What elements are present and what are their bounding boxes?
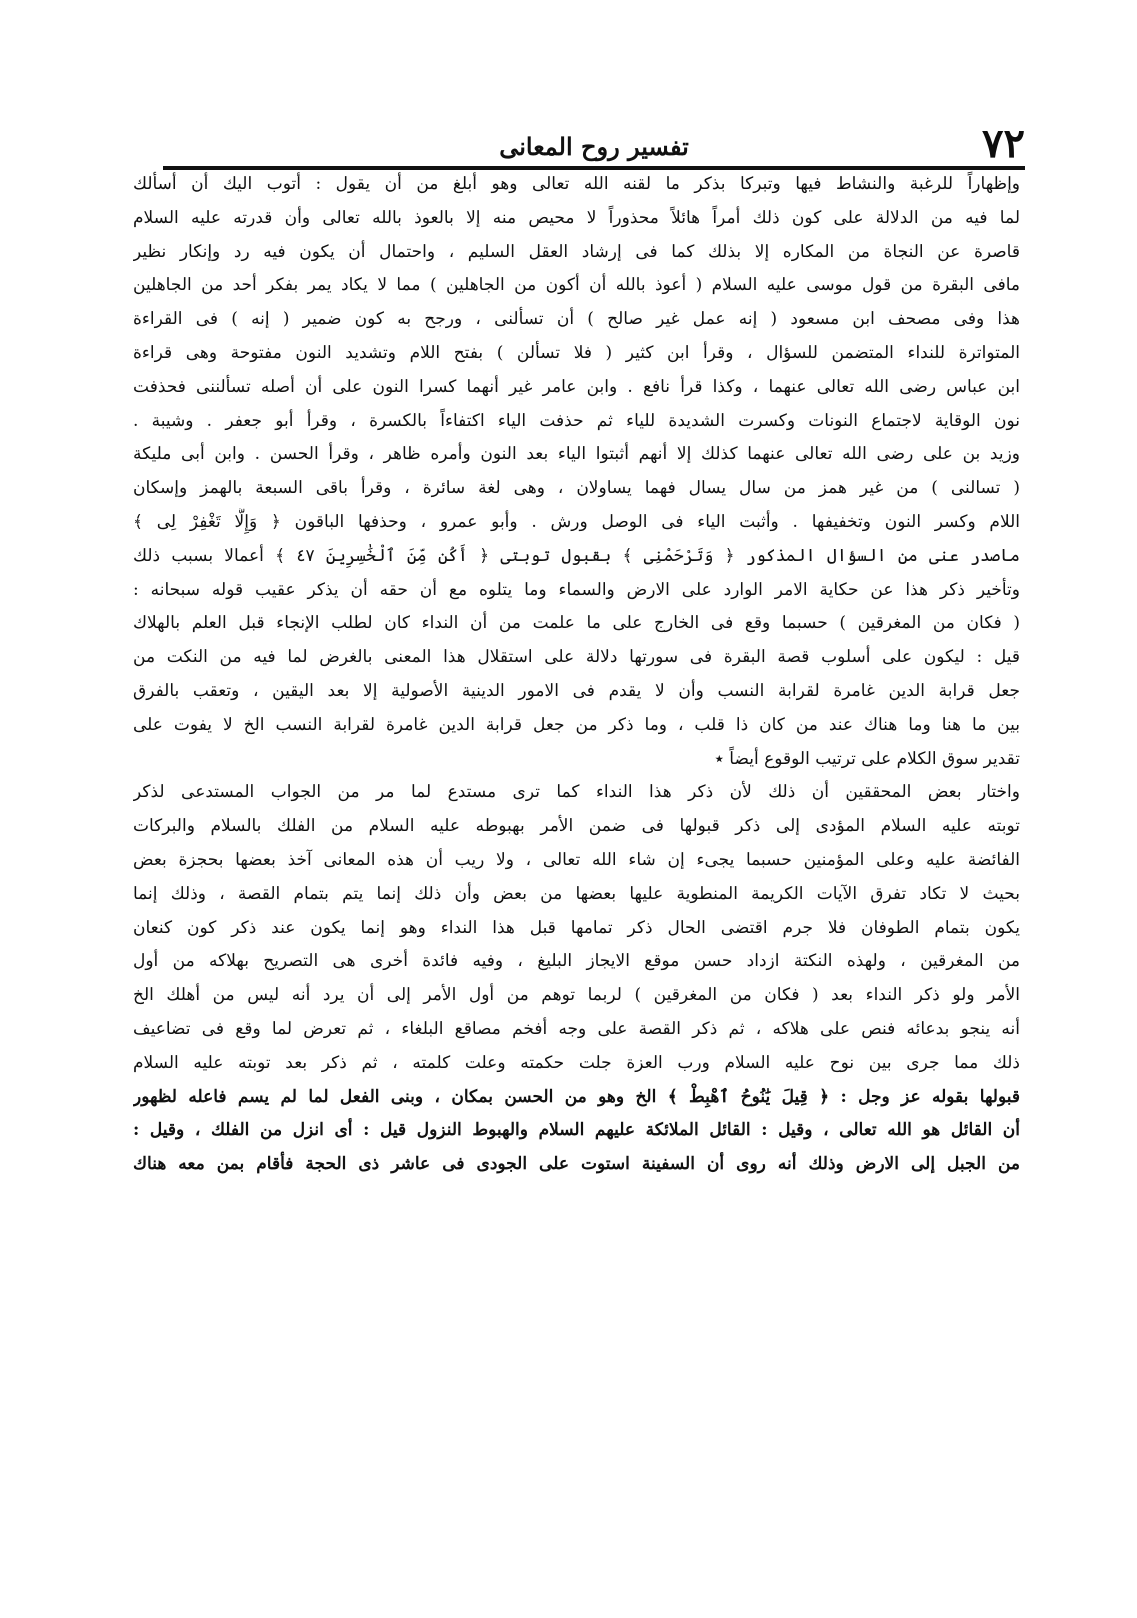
text-line: ماصدر عنى من السؤال المذكور ﴿ وَتَرْحَمْنِى ﴾ بقبول توبتى ﴿ أَكُن مِّنَ ٱلْخَٰسِرِينَ ٤٧ ﴾ أعمالا بسبب ذلك — [133, 545, 1020, 566]
text-line: توبته عليه السلام المؤدى إلى ذكر قبولها فى ضمن الأمر بهبوطه عليه السلام من الفلك بالسلام والبركات — [133, 816, 1020, 837]
text-line: المتواترة للنداء المتضمن للسؤال ، وقرأ ابن كثير ( فلا تسألن ) بفتح اللام وتشديد النون مفتوحة وهى قراءة — [133, 342, 1020, 363]
text-line: أنه ينجو بدعائه فنص على هلاكه ، ثم ذكر القصة على وجه أفخم مصاقع البلغاء ، ثم تعرض لما وقع فى تضاعيف — [133, 1018, 1020, 1039]
text-line: ذلك مما جرى بين نوح عليه السلام ورب العزة جلت حكمته وعلت كلمته ، ثم ذكر بعد توبته عليه السلام — [133, 1052, 1020, 1073]
text-line: بحيث لا تكاد تفرق الآيات الكريمة المنطوية عليها بعضها من بعض وأن ذلك إنما يتم بتمام القصة ، وذلك إنما — [133, 883, 1020, 904]
text-line: مافى البقرة من قول موسى عليه السلام ( أعوذ بالله أن أكون من الجاهلين ) مما لا يكاد يمر بفكر أحد من الجاهلين — [133, 275, 1020, 296]
running-title: تفسير روح المعانى — [499, 132, 689, 161]
page-number: ٧٢ — [982, 120, 1025, 167]
text-line: نون الوقاية لاجتماع النونات وكسرت الشديدة للياء ثم حذفت الياء اكتفاءاً بالكسرة ، وقرأ أبو جعفر . وشيبة . — [133, 410, 1020, 431]
text-line: يكون بتمام الطوفان فلا جرم اقتضى الحال ذكر تمامها قبل هذا النداء وهو إنما يكون عند ذكر كون كنعان — [133, 917, 1020, 938]
text-line: بين ما هنا وما هناك عند من كان ذا قلب ، وما ذكر من جعل قرابة الدين غامرة لقرابة النسب الخ لا يفوت على — [133, 714, 1020, 735]
text-line: الأمر ولو ذكر النداء بعد ( فكان من المغرقين ) لربما توهم من أول الأمر إلى أن يرد أنه ليس من أهلك الخ — [133, 985, 1020, 1006]
text-line: قبولها بقوله عز وجل : ﴿ قِيلَ يَٰنُوحُ ٱهْبِطْ ﴾ الخ وهو من الحسن بمكان ، وبنى الفعل لما لم يسم فاعله لظهور — [133, 1086, 1020, 1107]
page-header — [163, 120, 1025, 172]
body-text — [133, 170, 1020, 1610]
text-line: اللام وكسر النون وتخفيفها . وأثبت الياء فى الوصل ورش . وأبو عمرو ، وحذفها الباقون ﴿ وَإِلَّا تَغْفِرْ لِى ﴾ — [133, 511, 1020, 532]
text-line: قيل : ليكون على أسلوب قصة البقرة فى سورتها دلالة على استقلال هذا المعنى بالغرض لما فيه من النكت من — [133, 647, 1020, 668]
text-line: جعل قرابة الدين غامرة لقرابة النسب وأن لا يقدم فى الامور الدينية الأصولية إلا بعد اليقين ، وتعقب بالفرق — [133, 680, 1020, 701]
text-line: من المغرقين ، ولهذه النكتة ازداد حسن موقع الايجاز البليغ ، وفيه فائدة أخرى هى التصريح بهلاكه من أول — [133, 951, 1020, 972]
text-line: وإظهاراً للرغبة والنشاط فيها وتبركا بذكر ما لقنه الله تعالى وهو أبلغ من أن يقول : أتوب اليك أن أسألك — [133, 174, 1020, 194]
text-line: لما فيه من الدلالة على كون ذلك أمراً هائلاً محذوراً لا محيص منه إلا بالعوذ بالله تعالى وأن قدرته عليه السلام — [133, 207, 1020, 228]
text-line: وتأخير ذكر هذا عن حكاية الامر الوارد على الارض والسماء وما يتلوه مع أن حقه أن يذكر عقيب قوله سبحانه : — [133, 579, 1020, 600]
text-line: أن القائل هو الله تعالى ، وقيل : القائل الملائكة عليهم السلام والهبوط النزول قيل : أى انزل من الفلك ، وقيل : — [133, 1120, 1020, 1141]
text-line: الفائضة عليه وعلى المؤمنين حسبما يجىء إن شاء الله تعالى ، ولا ريب أن هذه المعانى آخذ بعضها بحجزة بعض — [133, 849, 1020, 870]
text-line: ابن عباس رضى الله تعالى عنهما ، وكذا قرأ نافع . وابن عامر غير أنهما كسرا النون على أن أصله تسألننى فحذفت — [133, 376, 1020, 397]
text-line: هذا وفى مصحف ابن مسعود ( إنه عمل غير صالح ) أن تسألنى ، ورجح به كون ضمير ( إنه ) فى القراءة — [133, 309, 1020, 330]
text-line: ( تسالنى ) من غير همز من سال يسال فهما يساولان ، وهى لغة سائرة ، وقرأ باقى السبعة بالهمز وإسكان — [133, 478, 1020, 499]
text-line: من الجبل إلى الارض وذلك أنه روى أن السفينة استوت على الجودى فى عاشر ذى الحجة فأقام بمن معه هناك — [133, 1154, 1020, 1175]
text-line: وزيد بن على رضى الله تعالى عنهما كذلك إلا أنهم أثبتوا الياء بعد النون وأمره ظاهر ، وقرأ الحسن . وابن أبى مليكة — [133, 444, 1020, 465]
text-line: قاصرة عن النجاة من المكاره إلا بذلك كما فى إرشاد العقل السليم ، واحتمال أن يكون فيه رد وإنكار نظير — [133, 241, 1020, 262]
text-line: واختار بعض المحققين أن ذلك لأن ذكر هذا النداء كما ترى مستدع لما مر من الجواب المستدعى لذكر — [133, 782, 1020, 803]
text-line: ( فكان من المغرقين ) حسبما وقع فى الخارج على ما علمت من أن النداء كان لطلب الإنجاء قبل العلم بالهلاك — [133, 613, 1020, 634]
text-line: تقدير سوق الكلام على ترتيب الوقوع أيضاً ٭ — [714, 748, 1020, 769]
